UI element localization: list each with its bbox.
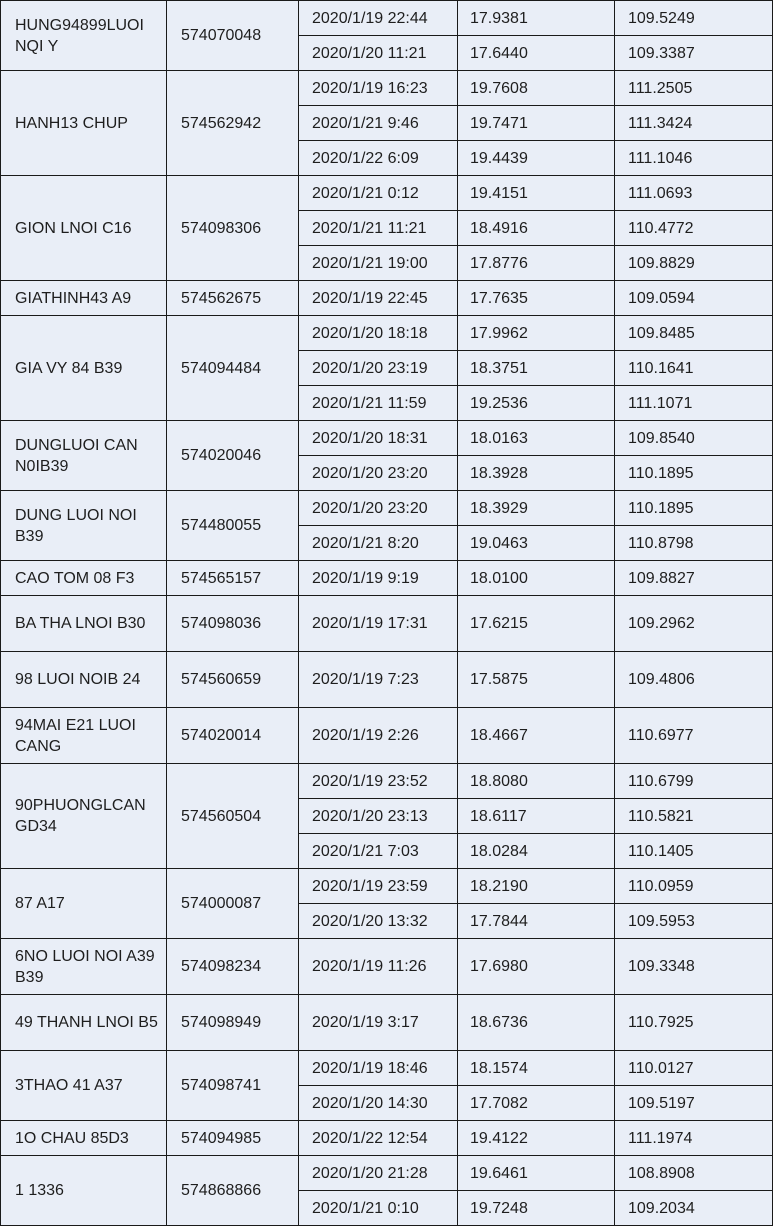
longitude-cell: 109.0594 <box>615 281 773 316</box>
timestamp-cell: 2020/1/21 11:21 <box>299 211 458 246</box>
vessel-id-cell: 574020046 <box>167 421 299 491</box>
longitude-cell: 110.6977 <box>615 708 773 764</box>
latitude-cell: 17.5875 <box>458 652 615 708</box>
table-row <box>1 939 773 995</box>
vessel-id-cell: 574562942 <box>167 71 299 176</box>
timestamp-cell: 2020/1/21 8:20 <box>299 526 458 561</box>
latitude-cell: 19.7471 <box>458 106 615 141</box>
latitude-cell: 19.4151 <box>458 176 615 211</box>
vessel-id-cell: 574480055 <box>167 491 299 561</box>
timestamp-cell: 2020/1/21 19:00 <box>299 246 458 281</box>
table-row <box>1 764 773 799</box>
longitude-cell: 109.8827 <box>615 561 773 596</box>
longitude-cell: 109.5953 <box>615 904 773 939</box>
longitude-cell: 111.3424 <box>615 106 773 141</box>
table-row <box>1 1156 773 1191</box>
timestamp-cell: 2020/1/19 18:46 <box>299 1051 458 1086</box>
table-row <box>1 561 773 596</box>
latitude-cell: 18.1574 <box>458 1051 615 1086</box>
longitude-cell: 109.8485 <box>615 316 773 351</box>
vessel-name-cell: 90PHUONGLCAN GD34 <box>1 764 167 869</box>
latitude-cell: 18.4916 <box>458 211 615 246</box>
longitude-cell: 110.0127 <box>615 1051 773 1086</box>
longitude-cell: 111.2505 <box>615 71 773 106</box>
vessel-name-cell: CAO TOM 08 F3 <box>1 561 167 596</box>
timestamp-cell: 2020/1/19 9:19 <box>299 561 458 596</box>
timestamp-cell: 2020/1/19 17:31 <box>299 596 458 652</box>
longitude-cell: 109.3387 <box>615 36 773 71</box>
latitude-cell: 18.3751 <box>458 351 615 386</box>
vessel-id-cell: 574098036 <box>167 596 299 652</box>
latitude-cell: 18.6736 <box>458 995 615 1051</box>
latitude-cell: 17.8776 <box>458 246 615 281</box>
latitude-cell: 19.2536 <box>458 386 615 421</box>
longitude-cell: 109.8540 <box>615 421 773 456</box>
vessel-id-cell: 574560504 <box>167 764 299 869</box>
timestamp-cell: 2020/1/20 23:13 <box>299 799 458 834</box>
latitude-cell: 18.3929 <box>458 491 615 526</box>
vessel-id-cell: 574560659 <box>167 652 299 708</box>
latitude-cell: 17.6215 <box>458 596 615 652</box>
timestamp-cell: 2020/1/19 3:17 <box>299 995 458 1051</box>
longitude-cell: 109.2034 <box>615 1191 773 1226</box>
timestamp-cell: 2020/1/22 6:09 <box>299 141 458 176</box>
timestamp-cell: 2020/1/19 23:59 <box>299 869 458 904</box>
latitude-cell: 18.3928 <box>458 456 615 491</box>
longitude-cell: 110.1405 <box>615 834 773 869</box>
vessel-name-cell: DUNGLUOI CAN N0IB39 <box>1 421 167 491</box>
table-row <box>1 708 773 764</box>
longitude-cell: 110.8798 <box>615 526 773 561</box>
longitude-cell: 110.5821 <box>615 799 773 834</box>
timestamp-cell: 2020/1/19 22:45 <box>299 281 458 316</box>
vessel-name-cell: HUNG94899LUOI NQI Y <box>1 1 167 71</box>
longitude-cell: 110.0959 <box>615 869 773 904</box>
longitude-cell: 109.5249 <box>615 1 773 36</box>
latitude-cell: 18.2190 <box>458 869 615 904</box>
longitude-cell: 108.8908 <box>615 1156 773 1191</box>
timestamp-cell: 2020/1/22 12:54 <box>299 1121 458 1156</box>
vessel-name-cell: 94MAI E21 LUOI CANG <box>1 708 167 764</box>
latitude-cell: 17.9962 <box>458 316 615 351</box>
table-row <box>1 281 773 316</box>
vessel-id-cell: 574098949 <box>167 995 299 1051</box>
table-row <box>1 995 773 1051</box>
longitude-cell: 110.1641 <box>615 351 773 386</box>
longitude-cell: 111.1974 <box>615 1121 773 1156</box>
vessel-name-cell: 98 LUOI NOIB 24 <box>1 652 167 708</box>
latitude-cell: 18.4667 <box>458 708 615 764</box>
latitude-cell: 18.6117 <box>458 799 615 834</box>
vessel-name-cell: HANH13 CHUP <box>1 71 167 176</box>
vessel-name-cell: 1 1336 <box>1 1156 167 1226</box>
vessel-id-cell: 574868866 <box>167 1156 299 1226</box>
table-row <box>1 1 773 36</box>
vessel-name-cell: 87 A17 <box>1 869 167 939</box>
latitude-cell: 18.0163 <box>458 421 615 456</box>
latitude-cell: 17.7635 <box>458 281 615 316</box>
table-row <box>1 71 773 106</box>
vessel-id-cell: 574562675 <box>167 281 299 316</box>
timestamp-cell: 2020/1/21 11:59 <box>299 386 458 421</box>
table-row <box>1 491 773 526</box>
table-row <box>1 1121 773 1156</box>
timestamp-cell: 2020/1/19 22:44 <box>299 1 458 36</box>
longitude-cell: 110.1895 <box>615 491 773 526</box>
timestamp-cell: 2020/1/20 23:20 <box>299 456 458 491</box>
latitude-cell: 17.9381 <box>458 1 615 36</box>
vessel-id-cell: 574098741 <box>167 1051 299 1121</box>
latitude-cell: 17.6440 <box>458 36 615 71</box>
vessel-name-cell: BA THA LNOI B30 <box>1 596 167 652</box>
longitude-cell: 110.6799 <box>615 764 773 799</box>
longitude-cell: 110.4772 <box>615 211 773 246</box>
longitude-cell: 109.8829 <box>615 246 773 281</box>
longitude-cell: 110.1895 <box>615 456 773 491</box>
timestamp-cell: 2020/1/21 9:46 <box>299 106 458 141</box>
timestamp-cell: 2020/1/19 2:26 <box>299 708 458 764</box>
timestamp-cell: 2020/1/20 23:19 <box>299 351 458 386</box>
timestamp-cell: 2020/1/21 0:10 <box>299 1191 458 1226</box>
longitude-cell: 110.7925 <box>615 995 773 1051</box>
timestamp-cell: 2020/1/20 18:18 <box>299 316 458 351</box>
vessel-id-cell: 574098306 <box>167 176 299 281</box>
longitude-cell: 109.3348 <box>615 939 773 995</box>
latitude-cell: 19.4439 <box>458 141 615 176</box>
timestamp-cell: 2020/1/20 14:30 <box>299 1086 458 1121</box>
table-row <box>1 652 773 708</box>
latitude-cell: 19.7248 <box>458 1191 615 1226</box>
latitude-cell: 18.0284 <box>458 834 615 869</box>
table-row <box>1 1051 773 1086</box>
vessel-id-cell: 574094985 <box>167 1121 299 1156</box>
vessel-id-cell: 574094484 <box>167 316 299 421</box>
vessel-name-cell: GIATHINH43 A9 <box>1 281 167 316</box>
table-row <box>1 869 773 904</box>
vessel-id-cell: 574098234 <box>167 939 299 995</box>
timestamp-cell: 2020/1/20 13:32 <box>299 904 458 939</box>
vessel-name-cell: DUNG LUOI NOI B39 <box>1 491 167 561</box>
timestamp-cell: 2020/1/20 11:21 <box>299 36 458 71</box>
latitude-cell: 17.7082 <box>458 1086 615 1121</box>
vessel-id-cell: 574020014 <box>167 708 299 764</box>
timestamp-cell: 2020/1/20 21:28 <box>299 1156 458 1191</box>
timestamp-cell: 2020/1/21 0:12 <box>299 176 458 211</box>
vessel-name-cell: 49 THANH LNOI B5 <box>1 995 167 1051</box>
latitude-cell: 19.6461 <box>458 1156 615 1191</box>
vessel-name-cell: 6NO LUOI NOI A39 B39 <box>1 939 167 995</box>
timestamp-cell: 2020/1/19 23:52 <box>299 764 458 799</box>
latitude-cell: 18.0100 <box>458 561 615 596</box>
latitude-cell: 19.4122 <box>458 1121 615 1156</box>
vessel-name-cell: GIA VY 84 B39 <box>1 316 167 421</box>
latitude-cell: 19.7608 <box>458 71 615 106</box>
latitude-cell: 18.8080 <box>458 764 615 799</box>
timestamp-cell: 2020/1/21 7:03 <box>299 834 458 869</box>
vessel-id-cell: 574000087 <box>167 869 299 939</box>
vessel-name-cell: 3THAO 41 A37 <box>1 1051 167 1121</box>
timestamp-cell: 2020/1/19 16:23 <box>299 71 458 106</box>
vessel-id-cell: 574565157 <box>167 561 299 596</box>
table-row <box>1 596 773 652</box>
longitude-cell: 109.2962 <box>615 596 773 652</box>
longitude-cell: 109.4806 <box>615 652 773 708</box>
latitude-cell: 19.0463 <box>458 526 615 561</box>
longitude-cell: 109.5197 <box>615 1086 773 1121</box>
table-row <box>1 421 773 456</box>
timestamp-cell: 2020/1/20 23:20 <box>299 491 458 526</box>
vessel-id-cell: 574070048 <box>167 1 299 71</box>
timestamp-cell: 2020/1/20 18:31 <box>299 421 458 456</box>
latitude-cell: 17.7844 <box>458 904 615 939</box>
vessel-name-cell: GION LNOI C16 <box>1 176 167 281</box>
table-row <box>1 316 773 351</box>
vessel-name-cell: 1O CHAU 85D3 <box>1 1121 167 1156</box>
table-row <box>1 176 773 211</box>
timestamp-cell: 2020/1/19 7:23 <box>299 652 458 708</box>
longitude-cell: 111.1071 <box>615 386 773 421</box>
longitude-cell: 111.1046 <box>615 141 773 176</box>
table-body <box>1 1 773 1226</box>
timestamp-cell: 2020/1/19 11:26 <box>299 939 458 995</box>
longitude-cell: 111.0693 <box>615 176 773 211</box>
latitude-cell: 17.6980 <box>458 939 615 995</box>
